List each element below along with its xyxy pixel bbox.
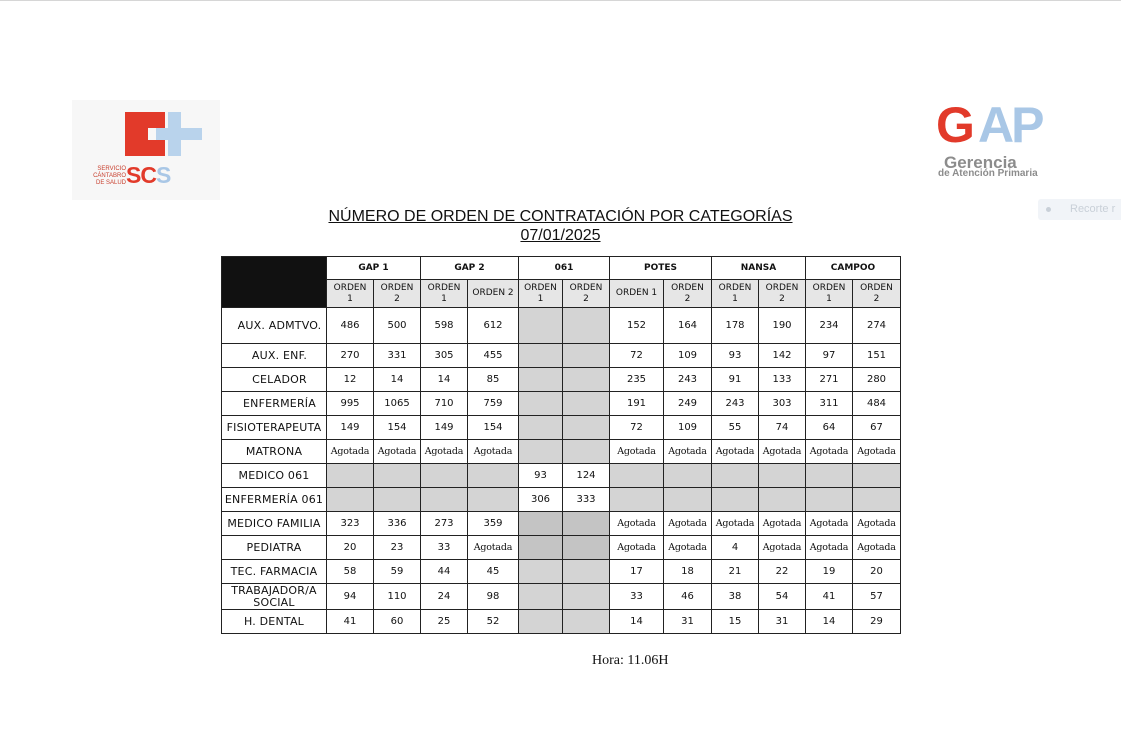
- value-cell: 14: [374, 368, 421, 392]
- empty-cell: [610, 488, 664, 512]
- value-cell: 759: [468, 392, 519, 416]
- table-row: [222, 308, 901, 344]
- category-cell: PEDIATRA: [222, 536, 327, 560]
- value-cell: 164: [664, 308, 712, 344]
- category-cell: MATRONA: [222, 440, 327, 464]
- value-cell: 612: [468, 308, 519, 344]
- empty-cell: [712, 488, 759, 512]
- value-cell: 44: [421, 560, 468, 584]
- empty-cell: [563, 584, 610, 610]
- status-cell: Agotada: [853, 440, 901, 464]
- value-cell: 45: [468, 560, 519, 584]
- value-cell: 57: [853, 584, 901, 610]
- table-row: [222, 536, 901, 560]
- value-cell: 52: [468, 610, 519, 634]
- gap-logo-letters-ap: AP: [978, 97, 1042, 153]
- empty-cell: [563, 560, 610, 584]
- category-cell: H. DENTAL: [222, 610, 327, 634]
- value-cell: 280: [853, 368, 901, 392]
- category-cell: ENFERMERÍA: [222, 392, 327, 416]
- value-cell: 234: [806, 308, 853, 344]
- group-header: POTES: [610, 257, 712, 280]
- subheader-orden: ORDEN 1: [421, 280, 468, 308]
- value-cell: 15: [712, 610, 759, 634]
- value-cell: 243: [664, 368, 712, 392]
- status-cell: Agotada: [806, 536, 853, 560]
- subheader-orden: ORDEN 1: [712, 280, 759, 308]
- empty-cell: [519, 536, 563, 560]
- value-cell: 41: [327, 610, 374, 634]
- value-cell: 249: [664, 392, 712, 416]
- empty-cell: [421, 488, 468, 512]
- status-cell: Agotada: [468, 440, 519, 464]
- value-cell: 91: [712, 368, 759, 392]
- status-cell: Agotada: [806, 440, 853, 464]
- snip-tool-label: Recorte r: [1070, 203, 1116, 215]
- value-cell: 59: [374, 560, 421, 584]
- table-row: [222, 368, 901, 392]
- value-cell: 484: [853, 392, 901, 416]
- orders-table: [221, 256, 901, 634]
- scs-logo-small-text: SERVICIO CÁNTABRO DE SALUD: [93, 166, 126, 186]
- subheader-orden: ORDEN 2: [374, 280, 421, 308]
- value-cell: 19: [806, 560, 853, 584]
- empty-cell: [519, 308, 563, 344]
- title-date: 07/01/2025: [520, 227, 601, 244]
- status-cell: Agotada: [853, 536, 901, 560]
- status-cell: Agotada: [759, 536, 806, 560]
- value-cell: 110: [374, 584, 421, 610]
- table-row: [222, 392, 901, 416]
- category-cell: AUX. ENF.: [222, 344, 327, 368]
- value-cell: 500: [374, 308, 421, 344]
- value-cell: 64: [806, 416, 853, 440]
- value-cell: 25: [421, 610, 468, 634]
- table-row: [222, 560, 901, 584]
- value-cell: 243: [712, 392, 759, 416]
- empty-cell: [519, 440, 563, 464]
- header-corner: [222, 257, 327, 308]
- category-cell: TEC. FARMACIA: [222, 560, 327, 584]
- value-cell: 58: [327, 560, 374, 584]
- status-cell: Agotada: [664, 440, 712, 464]
- value-cell: 31: [664, 610, 712, 634]
- category-cell: AUX. ADMTVO.: [222, 308, 327, 344]
- snip-tool-overlay[interactable]: [1038, 199, 1121, 220]
- value-cell: 38: [712, 584, 759, 610]
- category-cell: MEDICO 061: [222, 464, 327, 488]
- value-cell: 93: [519, 464, 563, 488]
- value-cell: 94: [327, 584, 374, 610]
- time-value: 11.06H: [627, 653, 669, 668]
- subheader-orden: ORDEN 1: [327, 280, 374, 308]
- value-cell: 109: [664, 344, 712, 368]
- table-row: [222, 464, 901, 488]
- gap-logo-word: Gerencia: [944, 153, 1017, 172]
- value-cell: 67: [853, 416, 901, 440]
- empty-cell: [327, 488, 374, 512]
- value-cell: 72: [610, 344, 664, 368]
- scs-logo: [72, 100, 220, 200]
- value-cell: 17: [610, 560, 664, 584]
- value-cell: 29: [853, 610, 901, 634]
- table-row: [222, 440, 901, 464]
- value-cell: 97: [806, 344, 853, 368]
- value-cell: 190: [759, 308, 806, 344]
- value-cell: 24: [421, 584, 468, 610]
- empty-cell: [664, 488, 712, 512]
- empty-cell: [519, 392, 563, 416]
- value-cell: 149: [327, 416, 374, 440]
- group-header-row: [222, 257, 901, 280]
- empty-cell: [563, 512, 610, 536]
- value-cell: 235: [610, 368, 664, 392]
- status-cell: Agotada: [759, 512, 806, 536]
- status-cell: Agotada: [664, 536, 712, 560]
- category-cell: FISIOTERAPEUTA: [222, 416, 327, 440]
- status-cell: Agotada: [853, 512, 901, 536]
- empty-cell: [519, 512, 563, 536]
- table-row: [222, 416, 901, 440]
- value-cell: 72: [610, 416, 664, 440]
- value-cell: 14: [610, 610, 664, 634]
- empty-cell: [519, 560, 563, 584]
- value-cell: 191: [610, 392, 664, 416]
- value-cell: 60: [374, 610, 421, 634]
- value-cell: 18: [664, 560, 712, 584]
- empty-cell: [519, 368, 563, 392]
- value-cell: 98: [468, 584, 519, 610]
- empty-cell: [664, 464, 712, 488]
- category-cell: CELADOR: [222, 368, 327, 392]
- time-label: Hora:: [592, 653, 624, 668]
- empty-cell: [759, 488, 806, 512]
- value-cell: 20: [327, 536, 374, 560]
- value-cell: 33: [610, 584, 664, 610]
- empty-cell: [563, 308, 610, 344]
- value-cell: 41: [806, 584, 853, 610]
- value-cell: 142: [759, 344, 806, 368]
- value-cell: 995: [327, 392, 374, 416]
- value-cell: 311: [806, 392, 853, 416]
- empty-cell: [374, 488, 421, 512]
- empty-cell: [421, 464, 468, 488]
- empty-cell: [563, 610, 610, 634]
- value-cell: 23: [374, 536, 421, 560]
- value-cell: 33: [421, 536, 468, 560]
- value-cell: 46: [664, 584, 712, 610]
- gap-logo: [934, 97, 1050, 184]
- title-line-1: NÚMERO DE ORDEN DE CONTRATACIÓN POR CATEGORÍAS: [328, 208, 793, 225]
- empty-cell: [519, 344, 563, 368]
- table-row: [222, 344, 901, 368]
- value-cell: 274: [853, 308, 901, 344]
- value-cell: 109: [664, 416, 712, 440]
- table-row: [222, 584, 901, 610]
- top-border-line: [0, 0, 1121, 1]
- snip-dot-icon: [1046, 207, 1051, 212]
- value-cell: 20: [853, 560, 901, 584]
- value-cell: 55: [712, 416, 759, 440]
- value-cell: 333: [563, 488, 610, 512]
- empty-cell: [563, 392, 610, 416]
- empty-cell: [806, 488, 853, 512]
- subheader-orden: ORDEN 1: [519, 280, 563, 308]
- value-cell: 1065: [374, 392, 421, 416]
- empty-cell: [563, 344, 610, 368]
- value-cell: 455: [468, 344, 519, 368]
- value-cell: 273: [421, 512, 468, 536]
- empty-cell: [712, 464, 759, 488]
- status-cell: Agotada: [610, 512, 664, 536]
- empty-cell: [759, 464, 806, 488]
- group-header: CAMPOO: [806, 257, 901, 280]
- value-cell: 270: [327, 344, 374, 368]
- empty-cell: [853, 464, 901, 488]
- status-cell: Agotada: [421, 440, 468, 464]
- status-cell: Agotada: [759, 440, 806, 464]
- empty-cell: [563, 440, 610, 464]
- status-cell: Agotada: [468, 536, 519, 560]
- subheader-orden: ORDEN 2: [664, 280, 712, 308]
- status-cell: Agotada: [712, 440, 759, 464]
- subheader-orden: ORDEN 1: [610, 280, 664, 308]
- group-header: GAP 1: [327, 257, 421, 280]
- value-cell: 54: [759, 584, 806, 610]
- value-cell: 14: [806, 610, 853, 634]
- value-cell: 154: [468, 416, 519, 440]
- value-cell: 331: [374, 344, 421, 368]
- value-cell: 21: [712, 560, 759, 584]
- group-header: 061: [519, 257, 610, 280]
- status-cell: Agotada: [374, 440, 421, 464]
- value-cell: 306: [519, 488, 563, 512]
- empty-cell: [468, 464, 519, 488]
- value-cell: 124: [563, 464, 610, 488]
- subheader-orden: ORDEN 2: [468, 280, 519, 308]
- empty-cell: [519, 416, 563, 440]
- value-cell: 271: [806, 368, 853, 392]
- value-cell: 359: [468, 512, 519, 536]
- table-row: [222, 610, 901, 634]
- value-cell: 31: [759, 610, 806, 634]
- value-cell: 598: [421, 308, 468, 344]
- empty-cell: [563, 368, 610, 392]
- value-cell: 486: [327, 308, 374, 344]
- value-cell: 305: [421, 344, 468, 368]
- value-cell: 710: [421, 392, 468, 416]
- value-cell: 178: [712, 308, 759, 344]
- table-row: [222, 512, 901, 536]
- subheader-orden: ORDEN 2: [853, 280, 901, 308]
- value-cell: 74: [759, 416, 806, 440]
- category-cell: MEDICO FAMILIA: [222, 512, 327, 536]
- group-header: GAP 2: [421, 257, 519, 280]
- gap-logo-subtitle: de Atención Primaria: [938, 168, 1038, 179]
- status-cell: Agotada: [610, 536, 664, 560]
- empty-cell: [806, 464, 853, 488]
- gap-logo-letter-g: G: [936, 97, 972, 153]
- table-body: [222, 308, 901, 634]
- table-row: [222, 488, 901, 512]
- empty-cell: [563, 416, 610, 440]
- document-title: [220, 207, 901, 245]
- empty-cell: [327, 464, 374, 488]
- time-footer: [592, 653, 668, 669]
- value-cell: 152: [610, 308, 664, 344]
- subheader-orden: ORDEN 1: [806, 280, 853, 308]
- value-cell: 12: [327, 368, 374, 392]
- value-cell: 336: [374, 512, 421, 536]
- group-header: NANSA: [712, 257, 806, 280]
- value-cell: 14: [421, 368, 468, 392]
- category-cell: TRABAJADOR/A SOCIAL: [222, 584, 327, 610]
- empty-cell: [519, 610, 563, 634]
- value-cell: 85: [468, 368, 519, 392]
- value-cell: 22: [759, 560, 806, 584]
- empty-cell: [468, 488, 519, 512]
- empty-cell: [374, 464, 421, 488]
- value-cell: 149: [421, 416, 468, 440]
- empty-cell: [519, 584, 563, 610]
- value-cell: 4: [712, 536, 759, 560]
- status-cell: Agotada: [610, 440, 664, 464]
- subheader-orden: ORDEN 2: [759, 280, 806, 308]
- status-cell: Agotada: [712, 512, 759, 536]
- status-cell: Agotada: [806, 512, 853, 536]
- value-cell: 303: [759, 392, 806, 416]
- empty-cell: [563, 536, 610, 560]
- value-cell: 323: [327, 512, 374, 536]
- scs-logo-wordmark: SCS: [126, 162, 171, 188]
- subheader-orden: ORDEN 2: [563, 280, 610, 308]
- status-cell: Agotada: [327, 440, 374, 464]
- empty-cell: [853, 488, 901, 512]
- empty-cell: [610, 464, 664, 488]
- status-cell: Agotada: [664, 512, 712, 536]
- value-cell: 133: [759, 368, 806, 392]
- value-cell: 154: [374, 416, 421, 440]
- value-cell: 151: [853, 344, 901, 368]
- category-cell: ENFERMERÍA 061: [222, 488, 327, 512]
- value-cell: 93: [712, 344, 759, 368]
